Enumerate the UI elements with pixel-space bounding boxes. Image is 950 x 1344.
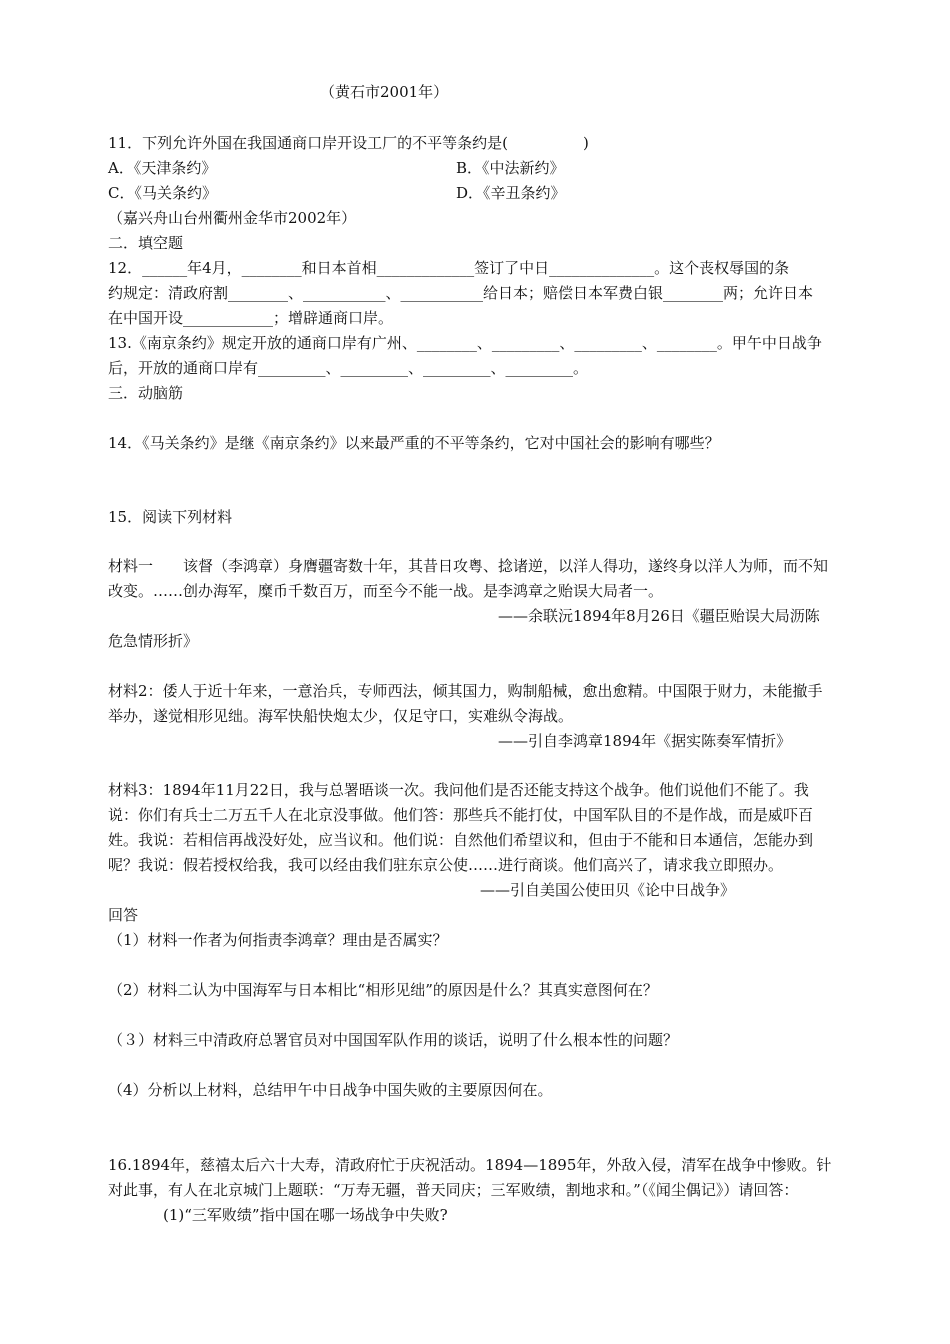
sub-question: （2）材料二认为中国海军与日本相比“相形见绌”的原因是什么？其真实意图何在？ (108, 981, 658, 999)
option-b: B．《中法新约》 (456, 159, 565, 177)
material-1-source: 危急情形折》 (108, 632, 199, 650)
source-note: （黄石市2001年） (320, 83, 449, 101)
material-3-source: ——引自美国公使田贝《论中日战争》 (480, 881, 736, 899)
material-3-line: 姓。我说：若相信再战没好处，应当议和。他们说：自然他们希望议和，但由于不能和日本通信，怎能办到 (108, 831, 814, 849)
material-1-line: 改变。……创办海军，糜币千数百万，而至今不能一战。是李鸿章之贻误大局者一。 (108, 582, 664, 600)
sub-question: (1)“三军败绩”指中国在哪一场战争中失败? (163, 1206, 448, 1224)
sub-question: （３）材料三中清政府总署官员对中国国军队作用的谈话，说明了什么根本性的问题？ (108, 1031, 679, 1049)
material-2-line: 材料2：倭人于近十年来，一意治兵，专师西法，倾其国力，购制船械，愈出愈精。中国限于财力，未能撤手 (108, 682, 823, 700)
question-11-stem: 11．下列允许外国在我国通商口岸开设工厂的不平等条约是( ) (108, 134, 589, 152)
option-c: C．《马关条约》 (108, 184, 217, 202)
material-3-line: 说：你们有兵士二万五千人在北京没事做。他们答：那些兵不能打仗，中国军队目的不是作战，而是威吓百 (108, 806, 814, 824)
answer-label: 回答 (108, 906, 139, 924)
source-note: （嘉兴舟山台州衢州金华市2002年） (108, 209, 357, 227)
question-16-line: 对此事，有人在北京城门上题联：“万寿无疆，普天同庆；三军败绩，割地求和。”（《闻尘偶记》）请回答： (108, 1181, 799, 1199)
material-2-source: ——引自李鸿章1894年《据实陈奏军情折》 (498, 732, 792, 750)
question-12-line: 12．______年4月，________和日本首相_____________签订了中日______________。这个丧权辱国的条 (108, 259, 790, 277)
material-2-line: 举办，遂觉相形见绌。海军快船快炮太少，仅足守口，实难纵令海战。 (108, 707, 574, 725)
question-12-line: 约规定：清政府割________、___________、___________给日本；赔偿日本军费白银________两；允许日本 (108, 284, 814, 302)
question-13-line: 后，开放的通商口岸有_________、_________、_________、_________。 (108, 359, 589, 377)
section-heading: 二．填空题 (108, 234, 184, 252)
material-3-line: 呢？我说：假若授权给我，我可以经由我们驻东京公使……进行商谈。他们高兴了，请求我立即照办。 (108, 856, 784, 874)
question-16-line: 16.1894年，慈禧太后六十大寿，清政府忙于庆祝活动。1894—1895年，外敌入侵，清军在战争中惨败。针 (108, 1156, 832, 1174)
material-1-source: ——余联沅1894年8月26日《疆臣贻误大局沥陈 (498, 607, 820, 625)
question-12-line: 在中国开设____________；增辟通商口岸。 (108, 309, 394, 327)
material-1-line: 材料一 该督（李鸿章）身膺疆寄数十年，其昔日攻粤、捻诸逆，以洋人得功，遂终身以洋人为师，而不知 (108, 557, 829, 575)
section-heading: 三．动脑筋 (108, 384, 184, 402)
sub-question: （4）分析以上材料，总结甲午中日战争中国失败的主要原因何在。 (108, 1081, 553, 1099)
material-3-line: 材料3：1894年11月22日，我与总署晤谈一次。我问他们是否还能支持这个战争。他们说他们不能了。我 (108, 781, 809, 799)
option-d: D．《辛丑条约》 (456, 184, 566, 202)
question-14: 14．《马关条约》是继《南京条约》以来最严重的不平等条约，它对中国社会的影响有哪些？ (108, 434, 720, 452)
question-15-title: 15．阅读下列材料 (108, 508, 233, 526)
option-a: A．《天津条约》 (108, 159, 217, 177)
question-13-line: 13.《南京条约》规定开放的通商口岸有广州、________、_________、_________、________。甲午中日战争 (108, 334, 822, 352)
sub-question: （1）材料一作者为何指责李鸿章？理由是否属实？ (108, 931, 448, 949)
